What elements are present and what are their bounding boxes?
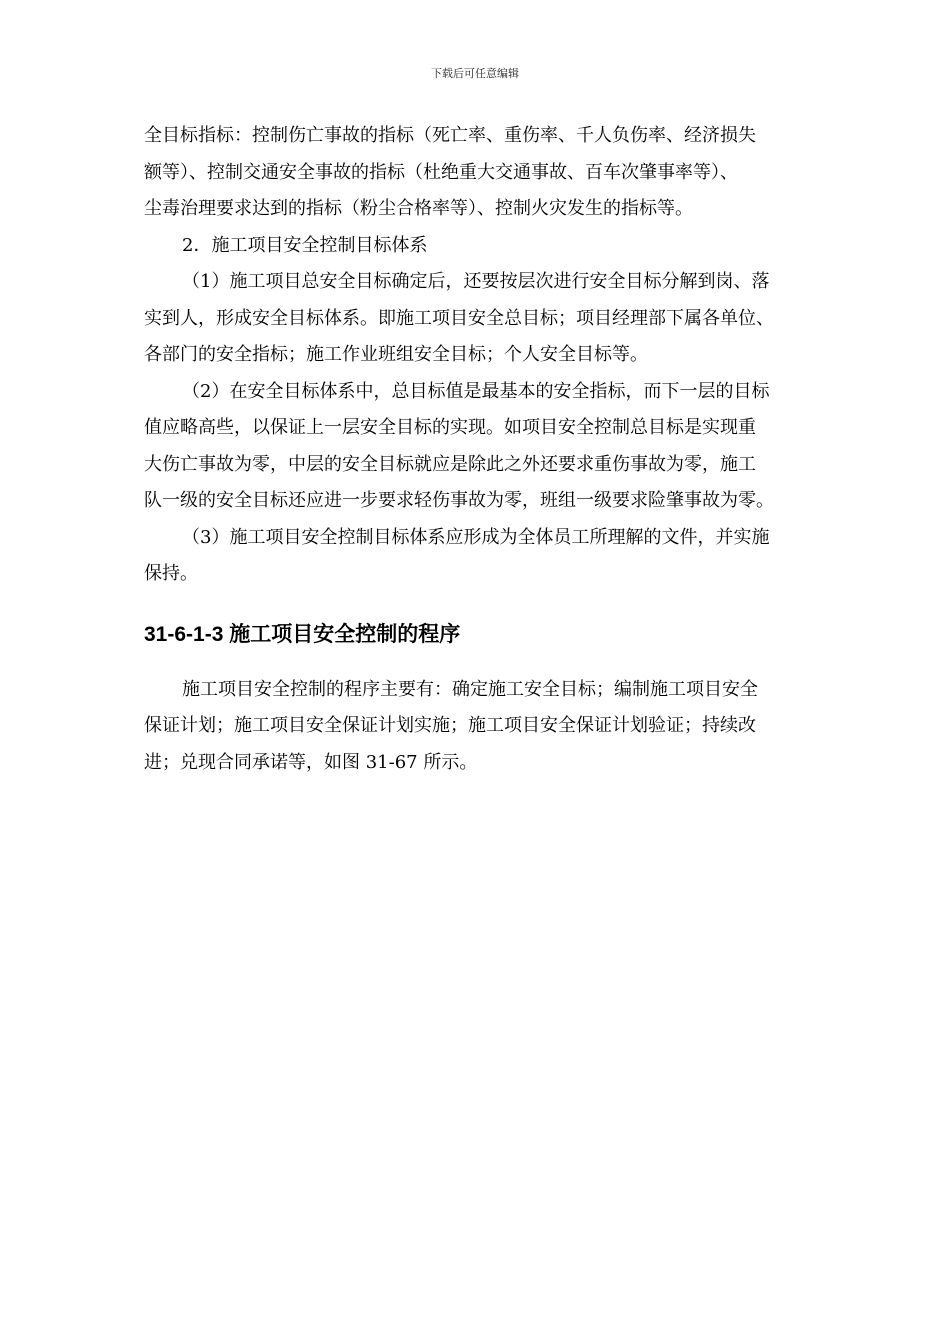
paragraph-control-procedure	[144, 672, 808, 782]
text-line: 施工项目安全控制的程序主要有：确定施工安全目标；编制施工项目安全	[182, 678, 758, 700]
paragraph-safety-indicators	[144, 118, 808, 228]
text-line: 进；兑现合同承诺等，如图 31-67 所示。	[144, 751, 478, 773]
text-line: （1）施工项目总安全目标确定后，还要按层次进行安全目标分解到岗、落	[182, 271, 770, 292]
subheading-target-system: 2．施工项目安全控制目标体系	[182, 234, 428, 256]
text-line: 保证计划；施工项目安全保证计划实施；施工项目安全保证计划验证；持续改	[144, 715, 756, 736]
text-line: 队一级的安全目标还应进一步要求轻伤事故为零，班组一级要求险肇事故为零。	[144, 490, 774, 511]
paragraph-item-2	[144, 374, 808, 520]
section-heading: 31-6-1-3 施工项目安全控制的程序	[144, 622, 461, 646]
text-line: 实到人，形成安全目标体系。即施工项目安全总目标；项目经理部下属各单位、	[144, 307, 774, 329]
text-line: 保持。	[144, 563, 198, 584]
text-line: 值应略高些，以保证上一层安全目标的实现。如项目安全控制总目标是实现重	[144, 417, 756, 438]
paragraph-item-3	[144, 520, 808, 593]
page-header: 下载后可任意编辑	[431, 67, 519, 80]
text-line: （3）施工项目安全控制目标体系应形成为全体员工所理解的文件，并实施	[182, 526, 770, 548]
paragraph-item-1	[144, 264, 808, 374]
text-line: 额等）、控制交通安全事故的指标（杜绝重大交通事故、百车次肇事率等）、	[144, 161, 738, 183]
text-line: （2）在安全目标体系中，总目标值是最基本的安全指标，而下一层的目标	[182, 380, 770, 402]
document-body	[144, 118, 808, 781]
text-line: 各部门的安全指标；施工作业班组安全目标；个人安全目标等。	[144, 344, 648, 365]
text-line: 全目标指标：控制伤亡事故的指标（死亡率、重伤率、千人负伤率、经济损失	[144, 125, 756, 146]
text-line: 尘毒治理要求达到的指标（粉尘合格率等）、控制火灾发生的指标等。	[144, 198, 693, 219]
text-line: 大伤亡事故为零，中层的安全目标就应是除此之外还要求重伤事故为零，施工	[144, 453, 756, 475]
